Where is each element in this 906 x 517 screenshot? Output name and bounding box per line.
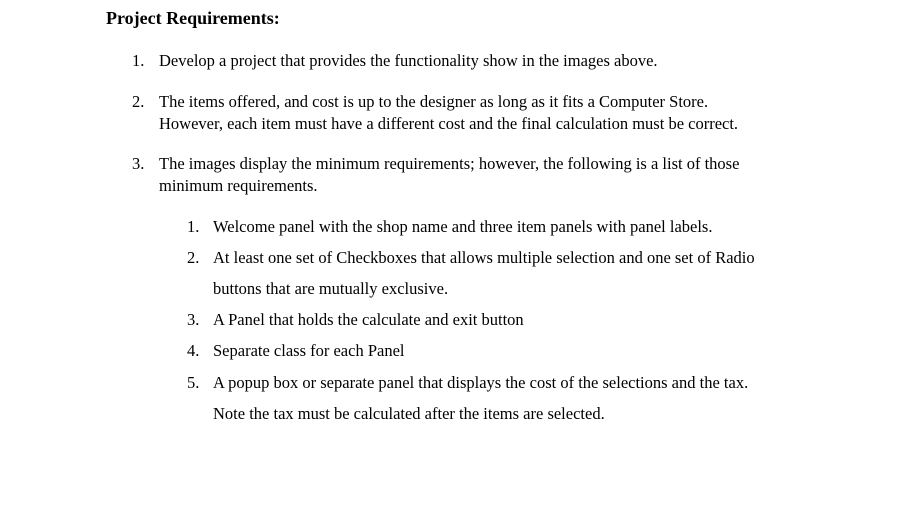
sublist-number: 2. bbox=[187, 248, 200, 267]
list-number: 3. bbox=[132, 154, 145, 173]
sublist-text bbox=[213, 304, 524, 335]
sublist-number: 3. bbox=[187, 310, 200, 329]
sublist-number: 5. bbox=[187, 373, 200, 392]
sublist-line: Note the tax must be calculated after the items are selected. bbox=[213, 404, 605, 423]
sublist-text bbox=[213, 335, 405, 366]
sublist-number: 4. bbox=[187, 341, 200, 360]
list-line: minimum requirements. bbox=[159, 176, 318, 195]
sublist-text bbox=[213, 211, 712, 242]
list-line: The items offered, and cost is up to the designer as long as it fits a Computer Store. bbox=[159, 92, 709, 111]
sublist-line: A popup box or separate panel that displays the cost of the selections and the tax. bbox=[213, 373, 749, 392]
sublist-number: 1. bbox=[187, 217, 200, 236]
list-number: 2. bbox=[132, 92, 145, 111]
sublist-line: A Panel that holds the calculate and exit button bbox=[213, 310, 524, 329]
list-text bbox=[159, 91, 738, 135]
sublist-line: Separate class for each Panel bbox=[213, 341, 405, 360]
sublist-line: buttons that are mutually exclusive. bbox=[213, 279, 449, 298]
list-text bbox=[159, 50, 658, 72]
sublist-text bbox=[213, 242, 755, 304]
sublist-line: At least one set of Checkboxes that allows multiple selection and one set of Radio bbox=[213, 248, 755, 267]
list-number: 1. bbox=[132, 51, 145, 70]
list-line: However, each item must have a different cost and the final calculation must be correct. bbox=[159, 114, 739, 133]
list-text bbox=[159, 153, 739, 197]
page-title: Project Requirements: bbox=[106, 8, 280, 28]
list-line: The images display the minimum requirements; however, the following is a list of those bbox=[159, 154, 740, 173]
sublist-text bbox=[213, 367, 748, 429]
sublist-line: Welcome panel with the shop name and three item panels with panel labels. bbox=[213, 217, 713, 236]
list-line: Develop a project that provides the functionality show in the images above. bbox=[159, 51, 658, 70]
